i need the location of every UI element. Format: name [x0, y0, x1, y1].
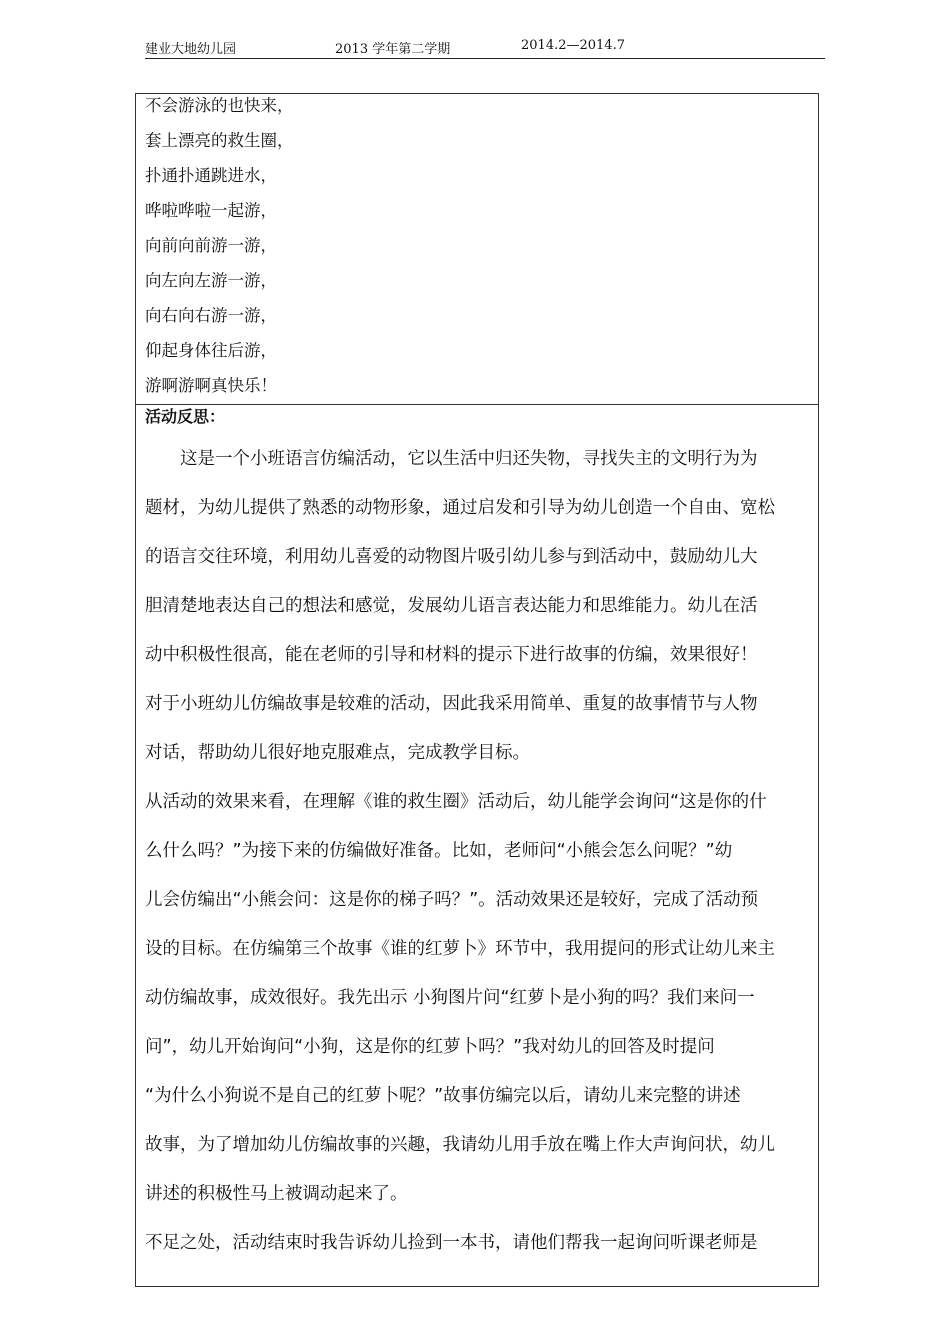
poem-line: 向前向前游一游， [145, 236, 277, 255]
text-line: 题材，为幼儿提供了熟悉的动物形象，通过启发和引导为幼儿创造一个自由、宽松 [145, 498, 775, 518]
poem-line: 哗啦哗啦一起游， [145, 201, 277, 220]
reflection-paragraph-1 [145, 435, 812, 778]
term-label: 2013 学年第二学期 [335, 42, 451, 57]
reflection-paragraph-3 [145, 1219, 812, 1268]
text-line: 对于小班幼儿仿编故事是较难的活动，因此我采用简单、重复的故事情节与人物 [145, 694, 758, 714]
reflection-title: 活动反思： [145, 407, 226, 426]
text-line: 讲述的积极性马上被调动起来了。 [145, 1184, 408, 1204]
poem-line: 向右向右游一游， [145, 306, 277, 325]
poem-line: 向左向左游一游， [145, 271, 277, 290]
text-line: 不足之处，活动结束时我告诉幼儿捡到一本书，请他们帮我一起询问听课老师是 [145, 1233, 758, 1253]
reflection-paragraph-2 [145, 778, 812, 1219]
date-range: 2014.2—2014.7 [521, 38, 625, 53]
text-line: 动中积极性很高，能在老师的引导和材料的提示下进行故事的仿编，效果很好！ [145, 645, 758, 665]
poem-line: 不会游泳的也快来， [145, 96, 294, 115]
text-line: 这是一个小班语言仿编活动，它以生活中归还失物，寻找失主的文明行为为 [180, 449, 758, 469]
text-line: 儿会仿编出“小熊会问：这是你的梯子吗？”。活动效果还是较好，完成了活动预 [145, 890, 759, 910]
text-line: “为什么小狗说不是自己的红萝卜呢？”故事仿编完以后，请幼儿来完整的讲述 [145, 1086, 741, 1106]
page-header [145, 38, 825, 59]
poem-line: 扑通扑通跳进水， [145, 166, 277, 185]
text-line: 动仿编故事，成效很好。我先出示 小狗图片问“红萝卜是小狗的吗？我们来问一 [145, 988, 755, 1008]
school-name: 建业大地幼儿园 [145, 42, 237, 57]
poem-line: 套上漂亮的救生圈， [145, 131, 294, 150]
text-line: 胆清楚地表达自己的想法和感觉，发展幼儿语言表达能力和思维能力。幼儿在活 [145, 596, 758, 616]
text-line: 问”，幼儿开始询问“小狗，这是你的红萝卜吗？”我对幼儿的回答及时提问 [145, 1037, 715, 1057]
poem-line: 仰起身体往后游， [145, 341, 277, 360]
text-line: 么什么吗？”为接下来的仿编做好准备。比如，老师问“小熊会怎么问呢？”幼 [145, 841, 733, 861]
poem-line: 游啊游啊真快乐！ [145, 376, 277, 395]
text-line: 对话，帮助幼儿很好地克服难点，完成教学目标。 [145, 743, 530, 763]
text-line: 故事，为了增加幼儿仿编故事的兴趣，我请幼儿用手放在嘴上作大声询问状，幼儿 [145, 1135, 775, 1155]
reflection-cell [136, 405, 818, 1286]
text-line: 从活动的效果来看，在理解《谁的救生圈》活动后，幼儿能学会询问“这是你的什 [145, 792, 767, 812]
text-line: 设的目标。在仿编第三个故事《谁的红萝卜》环节中，我用提问的形式让幼儿来主 [145, 939, 775, 959]
text-line: 的语言交往环境，利用幼儿喜爱的动物图片吸引幼儿参与到活动中，鼓励幼儿大 [145, 547, 758, 567]
lesson-table [135, 93, 819, 1287]
poem-cell [136, 94, 818, 405]
